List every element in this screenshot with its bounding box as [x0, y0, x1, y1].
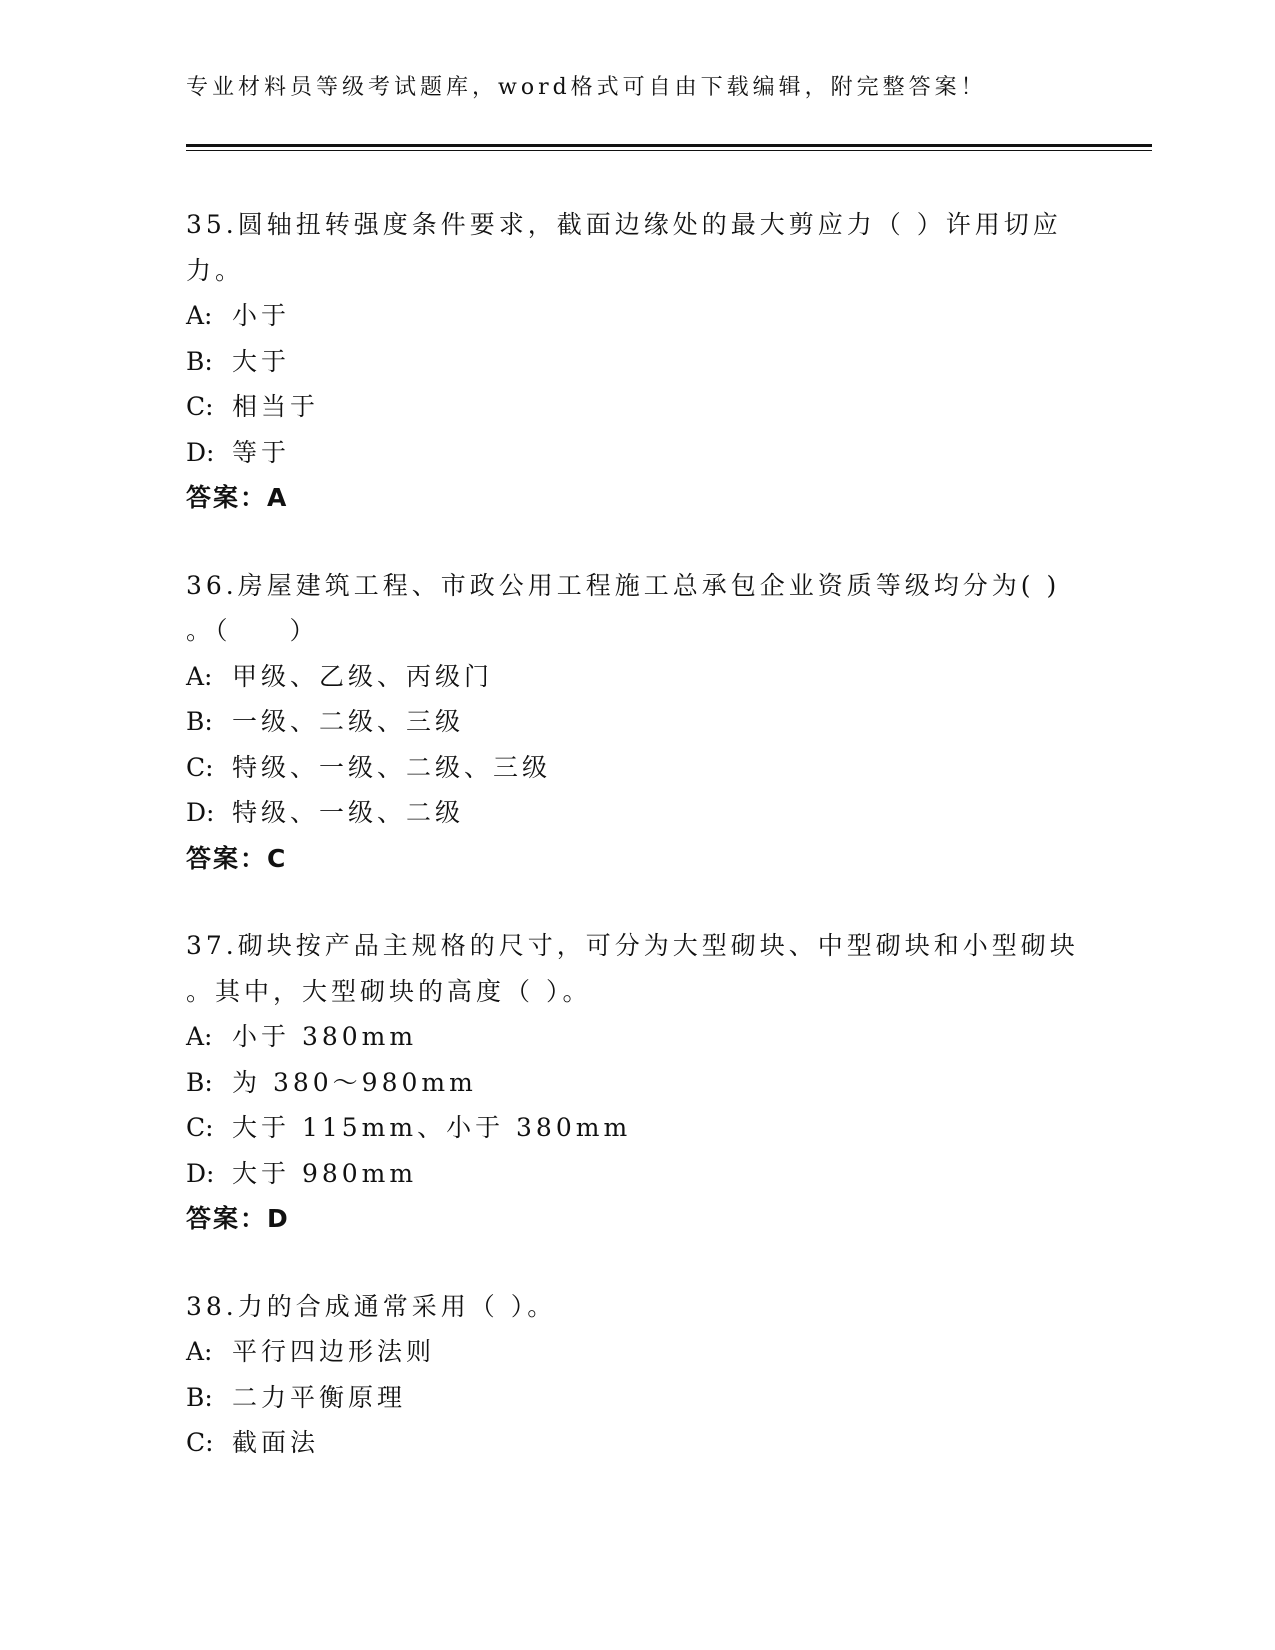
option-key: A:	[186, 1022, 213, 1051]
answer-label: 答案：D	[186, 1204, 290, 1233]
option-key: D:	[186, 798, 215, 827]
option-text: 小于	[232, 301, 291, 330]
option-c	[186, 745, 1086, 791]
option-b	[186, 699, 1086, 745]
option-key: D:	[186, 1158, 215, 1188]
option-key: B:	[186, 707, 213, 736]
option-b	[186, 1375, 1086, 1421]
option-a	[186, 654, 1086, 700]
answer-label: 答案：C	[186, 843, 288, 873]
option-d	[186, 1151, 1086, 1197]
header-rule-thin	[186, 150, 1152, 151]
answer-label: 答案：A	[186, 483, 289, 512]
option-key: B:	[186, 1382, 213, 1412]
option-key: B:	[186, 1067, 213, 1097]
option-text: 等于	[232, 437, 291, 467]
option-c	[186, 1420, 1086, 1466]
option-text: 大于	[232, 346, 291, 376]
option-c	[186, 1105, 1086, 1151]
option-text: 相当于	[232, 392, 320, 421]
option-text: 大于 980mm	[232, 1158, 418, 1188]
question-stem-line: 力。	[186, 255, 245, 285]
option-a	[186, 293, 1086, 339]
question-list	[186, 202, 1086, 1508]
question-stem-line: 。其中，大型砌块的高度（ ）。	[186, 976, 592, 1006]
question-stem-line: 36.房屋建筑工程、市政公用工程施工总承包企业资质等级均分为( )	[186, 570, 1061, 600]
question-stem-line: 。（ ）	[186, 616, 319, 645]
option-text: 甲级、乙级、丙级门	[232, 661, 494, 691]
option-text: 平行四边形法则	[232, 1337, 436, 1366]
option-b	[186, 1060, 1086, 1106]
question-35	[186, 202, 1086, 521]
option-key: C:	[186, 1428, 214, 1457]
question-stem-line: 38.力的合成通常采用（ ）。	[186, 1291, 557, 1321]
option-a	[186, 1014, 1086, 1060]
page-header-text: 专业材料员等级考试题库，word格式可自由下载编辑，附完整答案！	[186, 75, 987, 100]
option-text: 截面法	[232, 1428, 320, 1457]
option-key: A:	[186, 301, 213, 330]
option-d	[186, 790, 1086, 836]
option-text: 特级、一级、二级、三级	[232, 752, 552, 782]
option-text: 一级、二级、三级	[232, 707, 465, 736]
question-stem-line: 35.圆轴扭转强度条件要求，截面边缘处的最大剪应力（ ）许用切应	[186, 210, 1062, 239]
option-key: D:	[186, 437, 215, 467]
option-text: 二力平衡原理	[232, 1382, 407, 1412]
option-key: A:	[186, 661, 213, 691]
option-key: C:	[186, 1113, 214, 1142]
option-key: C:	[186, 392, 214, 421]
option-b	[186, 339, 1086, 385]
header-rule-thick	[186, 144, 1152, 147]
option-text: 特级、一级、二级	[232, 798, 465, 827]
option-text: 大于 115mm、小于 380mm	[232, 1113, 632, 1142]
question-stem-line: 37.砌块按产品主规格的尺寸，可分为大型砌块、中型砌块和小型砌块	[186, 931, 1079, 960]
option-c	[186, 384, 1086, 430]
option-text: 小于 380mm	[232, 1022, 418, 1051]
question-36	[186, 563, 1086, 882]
option-key: B:	[186, 346, 213, 376]
option-text: 为 380～980mm	[232, 1067, 477, 1097]
option-a	[186, 1329, 1086, 1375]
option-key: C:	[186, 752, 214, 782]
question-38	[186, 1284, 1086, 1466]
question-37	[186, 923, 1086, 1242]
option-d	[186, 430, 1086, 476]
option-key: A:	[186, 1337, 213, 1366]
